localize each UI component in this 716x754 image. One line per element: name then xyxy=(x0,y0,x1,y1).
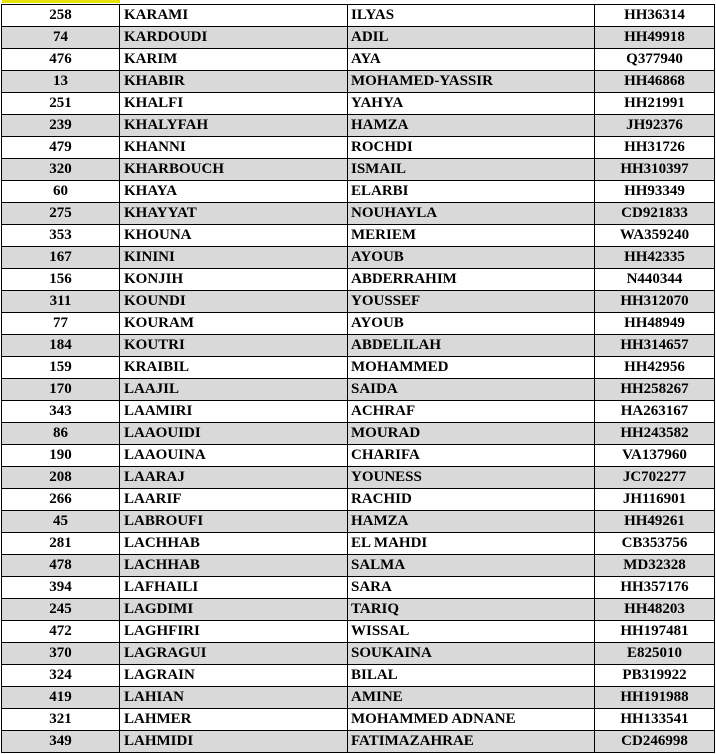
table-row xyxy=(2,599,715,621)
cell-first-name[interactable]: MOHAMMED ADNANE xyxy=(348,709,595,731)
cell-id-number[interactable]: MD32328 xyxy=(595,555,715,577)
cell-number[interactable]: 320 xyxy=(2,159,120,181)
cell-number[interactable]: 77 xyxy=(2,313,120,335)
cell-last-name[interactable]: LAHMIDI xyxy=(120,731,348,753)
cell-first-name[interactable]: SOUKAINA xyxy=(348,643,595,665)
cell-id-number[interactable]: JC702277 xyxy=(595,467,715,489)
cell-last-name[interactable]: LAGRAGUI xyxy=(120,643,348,665)
cell-last-name[interactable]: LAGRAIN xyxy=(120,665,348,687)
cell-id-number[interactable]: HH46868 xyxy=(595,71,715,93)
table-row xyxy=(2,159,715,181)
cell-number[interactable]: 311 xyxy=(2,291,120,313)
table-row xyxy=(2,621,715,643)
table-row xyxy=(2,93,715,115)
cell-first-name[interactable]: YOUNESS xyxy=(348,467,595,489)
cell-id-number[interactable]: HH42335 xyxy=(595,247,715,269)
table-row xyxy=(2,137,715,159)
cell-number[interactable]: 74 xyxy=(2,27,120,49)
cell-first-name[interactable]: SALMA xyxy=(348,555,595,577)
cell-id-number[interactable]: HH197481 xyxy=(595,621,715,643)
cell-id-number[interactable]: HH93349 xyxy=(595,181,715,203)
cell-first-name[interactable]: EL MAHDI xyxy=(348,533,595,555)
cell-first-name[interactable]: BILAL xyxy=(348,665,595,687)
cell-last-name[interactable]: KARDOUDI xyxy=(120,27,348,49)
table-row xyxy=(2,247,715,269)
cell-first-name[interactable]: TARIQ xyxy=(348,599,595,621)
cell-first-name[interactable]: SAIDA xyxy=(348,379,595,401)
cell-first-name[interactable]: ILYAS xyxy=(348,5,595,27)
table-row xyxy=(2,489,715,511)
cell-id-number[interactable]: CD921833 xyxy=(595,203,715,225)
cell-id-number[interactable]: N440344 xyxy=(595,269,715,291)
cell-number[interactable]: 275 xyxy=(2,203,120,225)
cell-last-name[interactable]: LAFHAILI xyxy=(120,577,348,599)
cell-number[interactable]: 156 xyxy=(2,269,120,291)
cell-number[interactable]: 258 xyxy=(2,5,120,27)
cell-last-name[interactable]: KHARBOUCH xyxy=(120,159,348,181)
cell-number[interactable]: 45 xyxy=(2,511,120,533)
cell-first-name[interactable]: AYA xyxy=(348,49,595,71)
cell-number[interactable]: 349 xyxy=(2,731,120,753)
table-row xyxy=(2,115,715,137)
table-row xyxy=(2,731,715,753)
cell-id-number[interactable]: HA263167 xyxy=(595,401,715,423)
cell-last-name[interactable]: KOUNDI xyxy=(120,291,348,313)
cell-last-name[interactable]: LAAOUINA xyxy=(120,445,348,467)
cell-last-name[interactable]: KHAYYAT xyxy=(120,203,348,225)
table-row xyxy=(2,577,715,599)
table-row xyxy=(2,665,715,687)
cell-last-name[interactable]: LABROUFI xyxy=(120,511,348,533)
cell-first-name[interactable]: RACHID xyxy=(348,489,595,511)
cell-id-number[interactable]: HH31726 xyxy=(595,137,715,159)
cell-id-number[interactable]: HH243582 xyxy=(595,423,715,445)
cell-last-name[interactable]: LAAMIRI xyxy=(120,401,348,423)
cell-number[interactable]: 324 xyxy=(2,665,120,687)
cell-first-name[interactable]: NOUHAYLA xyxy=(348,203,595,225)
table-row xyxy=(2,445,715,467)
cell-first-name[interactable]: ADIL xyxy=(348,27,595,49)
cell-number[interactable]: 170 xyxy=(2,379,120,401)
cell-first-name[interactable]: ELARBI xyxy=(348,181,595,203)
cell-first-name[interactable]: MOHAMMED xyxy=(348,357,595,379)
cell-id-number[interactable]: Q377940 xyxy=(595,49,715,71)
cell-last-name[interactable]: KRAIBIL xyxy=(120,357,348,379)
table-row xyxy=(2,511,715,533)
cell-id-number[interactable]: HH49918 xyxy=(595,27,715,49)
table-row xyxy=(2,27,715,49)
cell-number[interactable]: 419 xyxy=(2,687,120,709)
table-row xyxy=(2,71,715,93)
cell-id-number[interactable]: HH191988 xyxy=(595,687,715,709)
cell-first-name[interactable]: CHARIFA xyxy=(348,445,595,467)
cell-last-name[interactable]: LAAJIL xyxy=(120,379,348,401)
cell-id-number[interactable]: PB319922 xyxy=(595,665,715,687)
cell-first-name[interactable]: HAMZA xyxy=(348,115,595,137)
cell-first-name[interactable]: MERIEM xyxy=(348,225,595,247)
table-row xyxy=(2,49,715,71)
cell-number[interactable]: 159 xyxy=(2,357,120,379)
cell-number[interactable]: 184 xyxy=(2,335,120,357)
cell-last-name[interactable]: KARAMI xyxy=(120,5,348,27)
cell-last-name[interactable]: KONJIH xyxy=(120,269,348,291)
cell-id-number[interactable]: JH92376 xyxy=(595,115,715,137)
table-row xyxy=(2,291,715,313)
cell-number[interactable]: 370 xyxy=(2,643,120,665)
cell-number[interactable]: 86 xyxy=(2,423,120,445)
cell-id-number[interactable]: VA137960 xyxy=(595,445,715,467)
cell-first-name[interactable]: YOUSSEF xyxy=(348,291,595,313)
cell-last-name[interactable]: KHALYFAH xyxy=(120,115,348,137)
cell-first-name[interactable]: ABDERRAHIM xyxy=(348,269,595,291)
cell-first-name[interactable]: FATIMAZAHRAE xyxy=(348,731,595,753)
cell-first-name[interactable]: YAHYA xyxy=(348,93,595,115)
cell-id-number[interactable]: HH48203 xyxy=(595,599,715,621)
cell-id-number[interactable]: HH314657 xyxy=(595,335,715,357)
cell-last-name[interactable]: LACHHAB xyxy=(120,555,348,577)
table-row xyxy=(2,357,715,379)
table-row xyxy=(2,533,715,555)
cell-number[interactable]: 476 xyxy=(2,49,120,71)
cell-number[interactable]: 13 xyxy=(2,71,120,93)
cell-id-number[interactable]: CB353756 xyxy=(595,533,715,555)
cell-number[interactable]: 251 xyxy=(2,93,120,115)
table-row xyxy=(2,269,715,291)
cell-number[interactable]: 394 xyxy=(2,577,120,599)
cell-first-name[interactable]: SARA xyxy=(348,577,595,599)
cell-first-name[interactable]: ACHRAF xyxy=(348,401,595,423)
cell-selection-marker xyxy=(2,0,120,3)
cell-first-name[interactable]: AMINE xyxy=(348,687,595,709)
cell-last-name[interactable]: LAARIF xyxy=(120,489,348,511)
cell-number[interactable]: 266 xyxy=(2,489,120,511)
cell-first-name[interactable]: MOURAD xyxy=(348,423,595,445)
cell-last-name[interactable]: KHOUNA xyxy=(120,225,348,247)
data-table xyxy=(1,4,715,753)
table-row xyxy=(2,225,715,247)
cell-last-name[interactable]: LAGHFIRI xyxy=(120,621,348,643)
cell-last-name[interactable]: LACHHAB xyxy=(120,533,348,555)
table-row xyxy=(2,555,715,577)
cell-last-name[interactable]: LAAOUIDI xyxy=(120,423,348,445)
table-row xyxy=(2,203,715,225)
cell-number[interactable]: 478 xyxy=(2,555,120,577)
cell-last-name[interactable]: KHANNI xyxy=(120,137,348,159)
cell-number[interactable]: 245 xyxy=(2,599,120,621)
cell-id-number[interactable]: WA359240 xyxy=(595,225,715,247)
cell-number[interactable]: 60 xyxy=(2,181,120,203)
cell-number[interactable]: 343 xyxy=(2,401,120,423)
table-row xyxy=(2,423,715,445)
cell-id-number[interactable]: HH258267 xyxy=(595,379,715,401)
cell-last-name[interactable]: KHAYA xyxy=(120,181,348,203)
cell-id-number[interactable]: HH42956 xyxy=(595,357,715,379)
cell-number[interactable]: 190 xyxy=(2,445,120,467)
cell-last-name[interactable]: KOUTRI xyxy=(120,335,348,357)
table-row xyxy=(2,313,715,335)
cell-id-number[interactable]: HH133541 xyxy=(595,709,715,731)
cell-id-number[interactable]: CD246998 xyxy=(595,731,715,753)
table-row xyxy=(2,709,715,731)
cell-first-name[interactable]: ABDELILAH xyxy=(348,335,595,357)
table-row xyxy=(2,467,715,489)
cell-last-name[interactable]: KOURAM xyxy=(120,313,348,335)
cell-number[interactable]: 281 xyxy=(2,533,120,555)
cell-last-name[interactable]: KARIM xyxy=(120,49,348,71)
cell-id-number[interactable]: HH21991 xyxy=(595,93,715,115)
cell-last-name[interactable]: KHABIR xyxy=(120,71,348,93)
cell-number[interactable]: 321 xyxy=(2,709,120,731)
table-body xyxy=(2,5,715,753)
cell-id-number[interactable]: E825010 xyxy=(595,643,715,665)
cell-last-name[interactable]: LAHMER xyxy=(120,709,348,731)
cell-first-name[interactable]: MOHAMED-YASSIR xyxy=(348,71,595,93)
cell-last-name[interactable]: LAGDIMI xyxy=(120,599,348,621)
cell-id-number[interactable]: HH49261 xyxy=(595,511,715,533)
cell-number[interactable]: 472 xyxy=(2,621,120,643)
table-row xyxy=(2,335,715,357)
cell-id-number[interactable]: HH48949 xyxy=(595,313,715,335)
table-row xyxy=(2,643,715,665)
cell-first-name[interactable]: HAMZA xyxy=(348,511,595,533)
cell-id-number[interactable]: HH36314 xyxy=(595,5,715,27)
cell-id-number[interactable]: HH310397 xyxy=(595,159,715,181)
cell-last-name[interactable]: LAHIAN xyxy=(120,687,348,709)
cell-number[interactable]: 353 xyxy=(2,225,120,247)
cell-number[interactable]: 479 xyxy=(2,137,120,159)
table-row xyxy=(2,401,715,423)
cell-first-name[interactable]: WISSAL xyxy=(348,621,595,643)
cell-id-number[interactable]: HH312070 xyxy=(595,291,715,313)
cell-number[interactable]: 208 xyxy=(2,467,120,489)
cell-last-name[interactable]: KININI xyxy=(120,247,348,269)
cell-first-name[interactable]: AYOUB xyxy=(348,313,595,335)
cell-number[interactable]: 239 xyxy=(2,115,120,137)
cell-number[interactable]: 167 xyxy=(2,247,120,269)
table-row xyxy=(2,5,715,27)
cell-last-name[interactable]: LAARAJ xyxy=(120,467,348,489)
cell-id-number[interactable]: HH357176 xyxy=(595,577,715,599)
cell-first-name[interactable]: ISMAIL xyxy=(348,159,595,181)
table-row xyxy=(2,379,715,401)
cell-first-name[interactable]: AYOUB xyxy=(348,247,595,269)
cell-id-number[interactable]: JH116901 xyxy=(595,489,715,511)
cell-last-name[interactable]: KHALFI xyxy=(120,93,348,115)
cell-first-name[interactable]: ROCHDI xyxy=(348,137,595,159)
table-row xyxy=(2,181,715,203)
table-row xyxy=(2,687,715,709)
